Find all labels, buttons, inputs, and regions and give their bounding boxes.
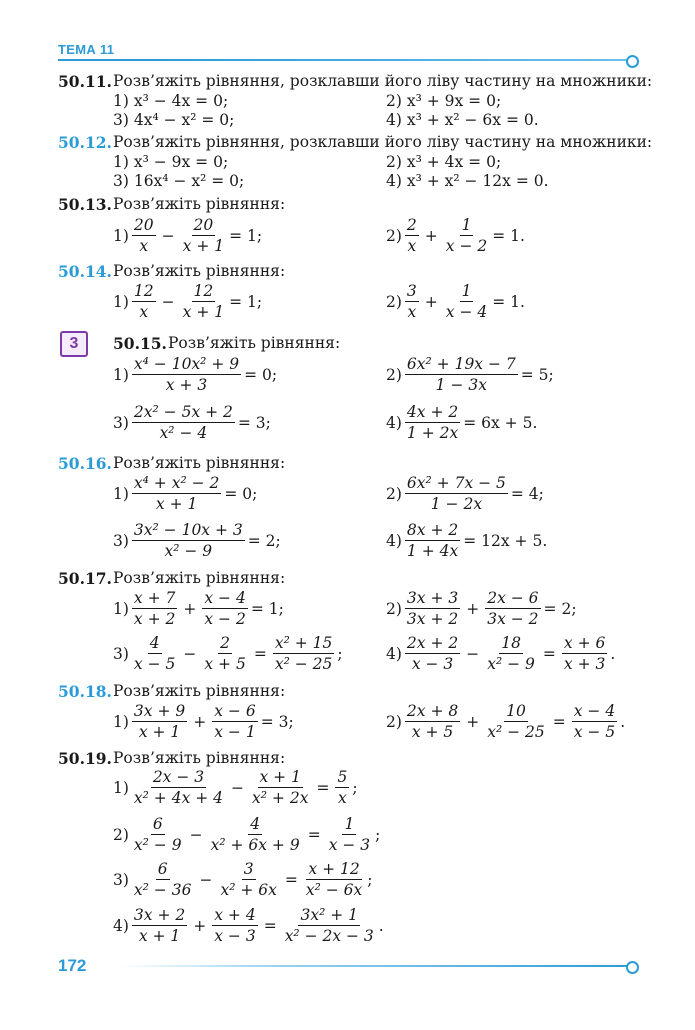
task-title: Розв’яжіть рівняння: bbox=[113, 262, 286, 280]
equation: 4) $\frac{2x + 2}{x - 3}$ − $\frac{18}{\text{x² − 9}}$ = $\frac{x + 6}{x + 3}$ . bbox=[386, 634, 616, 673]
equation: 2) $\frac{6}{\text{x² − 9}}$ − $\frac{4}{\text{x² + 6x + 9}}$ = $\frac{1}{x - 3}$ ; bbox=[113, 815, 381, 854]
equation: 1) $\frac{\text{x⁴ − 10x² + 9}}{x + 3}$ = 0; bbox=[113, 355, 278, 394]
equation: 1) $\frac{2x - 3}{\text{x² + 4x + 4}}$ − $\frac{x + 1}{\text{x² + 2x}}$ = $\frac{5}{x}$ ; bbox=[113, 768, 358, 807]
equation: 1) $\frac{\text{x⁴ + x² − 2}}{x + 1}$ = 0; bbox=[113, 474, 258, 513]
task-number: 50.16. bbox=[58, 454, 112, 473]
equation: 4) $\frac{3x + 2}{x + 1}$ + $\frac{x + 4}{x - 3}$ = $\frac{\text{3x² + 1}}{\text{x² − 2x − 3}}$ . bbox=[113, 906, 384, 945]
equation-item: 4) x³ + x² − 6x = 0. bbox=[386, 111, 539, 129]
header-rule bbox=[58, 59, 630, 61]
task-title: Розв’яжіть рівняння: bbox=[113, 569, 286, 587]
equation: 1) $\frac{x + 7}{x + 2}$ + $\frac{x - 4}{x - 2}$ = 1; bbox=[113, 589, 284, 628]
equation-item: 3) 16x⁴ − x² = 0; bbox=[113, 172, 245, 190]
task-number: 50.17. bbox=[58, 569, 112, 588]
task-number: 50.15. bbox=[113, 334, 167, 353]
equation: 4) $\frac{8x + 2}{1 + 4x}$ = 12x + 5. bbox=[386, 521, 548, 560]
equation: 1) $\frac{3x + 9}{x + 1}$ + $\frac{x - 6}{x - 1}$ = 3; bbox=[113, 702, 294, 741]
task-number: 50.18. bbox=[58, 682, 112, 701]
header-rule-end-dot bbox=[626, 55, 639, 68]
task-title: Розв’яжіть рівняння: bbox=[113, 749, 286, 767]
difficulty-level-badge: 3 bbox=[60, 331, 88, 357]
equation: 2) $\frac{2}{x}$ + $\frac{1}{x - 2}$ = 1. bbox=[386, 216, 525, 255]
equation: 2) $\frac{3}{x}$ + $\frac{1}{x - 4}$ = 1. bbox=[386, 282, 525, 321]
equation: 3) $\frac{6}{\text{x² − 36}}$ − $\frac{3}{\text{x² + 6x}}$ = $\frac{x + 12}{\text{x² − 6x}}$ ; bbox=[113, 860, 373, 899]
task-title: Розв’яжіть рівняння: bbox=[113, 195, 286, 213]
task-title: Розв’яжіть рівняння, розклавши його ліву частину на множники: bbox=[113, 133, 653, 151]
equation: 2) $\frac{2x + 8}{x + 5}$ + $\frac{10}{\text{x² − 25}}$ = $\frac{x - 4}{x - 5}$ . bbox=[386, 702, 626, 741]
equation: 3) $\frac{\text{3x² − 10x + 3}}{\text{x² − 9}}$ = 2; bbox=[113, 521, 281, 560]
equation: 2) $\frac{3x + 3}{3x + 2}$ + $\frac{2x - 6}{3x - 2}$ = 2; bbox=[386, 589, 577, 628]
equation: 1) $\frac{12}{x}$ − $\frac{12}{x + 1}$ = 1; bbox=[113, 282, 263, 321]
equation: 2) $\frac{\text{6x² + 7x − 5}}{1 - 2x}$ = 4; bbox=[386, 474, 544, 513]
equation-item: 1) x³ − 9x = 0; bbox=[113, 153, 229, 171]
equation-item: 1) x³ − 4x = 0; bbox=[113, 92, 229, 110]
task-title: Розв’яжіть рівняння, розклавши його ліву частину на множники: bbox=[113, 72, 653, 90]
task-number: 50.12. bbox=[58, 133, 112, 152]
equation-item: 2) x³ + 9x = 0; bbox=[386, 92, 502, 110]
equation: 4) $\frac{4x + 2}{1 + 2x}$ = 6x + 5. bbox=[386, 403, 538, 442]
equation: 3) $\frac{\text{2x² − 5x + 2}}{\text{x² − 4}}$ = 3; bbox=[113, 403, 271, 442]
task-number: 50.19. bbox=[58, 749, 112, 768]
task-title: Розв’яжіть рівняння: bbox=[113, 682, 286, 700]
footer-rule-end-dot bbox=[626, 961, 639, 974]
equation: 2) $\frac{\text{6x² + 19x − 7}}{1 - 3x}$ = 5; bbox=[386, 355, 554, 394]
equation: 3) $\frac{4}{x - 5}$ − $\frac{2}{x + 5}$ = $\frac{\text{x² + 15}}{\text{x² − 25}}$ ; bbox=[113, 634, 343, 673]
task-number: 50.11. bbox=[58, 72, 112, 91]
equation-item: 4) x³ + x² − 12x = 0. bbox=[386, 172, 549, 190]
page-number: 172 bbox=[58, 956, 87, 975]
equation-item: 3) 4x⁴ − x² = 0; bbox=[113, 111, 235, 129]
task-title: Розв’яжіть рівняння: bbox=[113, 454, 286, 472]
footer-rule bbox=[120, 965, 630, 967]
equation: 1) $\frac{20}{x}$ − $\frac{20}{x + 1}$ = 1; bbox=[113, 216, 263, 255]
task-number: 50.14. bbox=[58, 262, 112, 281]
task-number: 50.13. bbox=[58, 195, 112, 214]
section-header: ТЕМА 11 bbox=[58, 42, 115, 57]
task-title: Розв’яжіть рівняння: bbox=[168, 334, 341, 352]
equation-item: 2) x³ + 4x = 0; bbox=[386, 153, 502, 171]
